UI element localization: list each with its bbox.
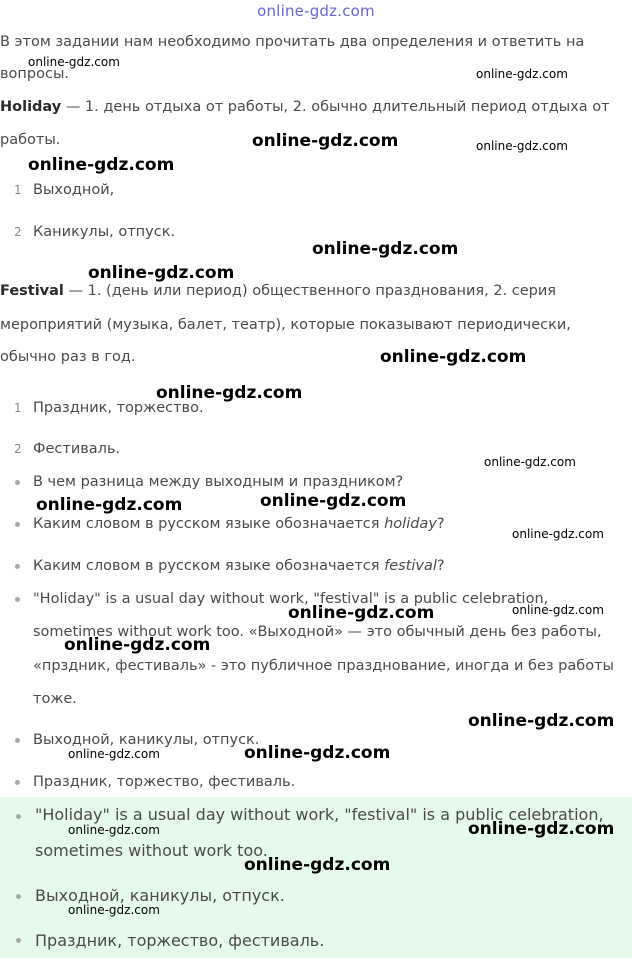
holiday-item-2: Каникулы, отпуск. xyxy=(33,224,176,240)
bullet-dot xyxy=(15,522,20,527)
holiday-term: Holiday xyxy=(0,99,62,115)
watermark: online-gdz.com xyxy=(252,131,399,151)
explanation-3: Праздник, торжество, фестиваль. xyxy=(33,774,296,790)
intro-line-1: В этом задании нам необходимо прочитать два определения и ответить на xyxy=(0,34,585,50)
answer-2: Выходной, каникулы, отпуск. xyxy=(35,886,285,905)
watermark: online-gdz.com xyxy=(476,67,568,81)
festival-item-number-1: 1 xyxy=(14,401,22,415)
holiday-item-number-2: 2 xyxy=(14,225,22,239)
watermark: online-gdz.com xyxy=(156,383,303,403)
explanation-1-line-2: sometimes without work too. «Выходной» — это обычный день без работы, xyxy=(33,624,602,640)
watermark: online-gdz.com xyxy=(512,603,604,617)
watermark: online-gdz.com xyxy=(36,495,183,515)
bullet-dot xyxy=(15,738,20,743)
explanation-1-line-1: "Holiday" is a usual day without work, "festival" is a public celebration, xyxy=(33,591,549,607)
explanation-1-line-4: тоже. xyxy=(33,691,77,707)
festival-item-number-2: 2 xyxy=(14,442,22,456)
watermark: online-gdz.com xyxy=(88,263,235,283)
holiday-item-number-1: 1 xyxy=(14,183,22,197)
festival-term: Festival xyxy=(0,283,64,299)
watermark: online-gdz.com xyxy=(260,491,407,511)
watermark: online-gdz.com xyxy=(64,635,211,655)
answer-1-line-2: sometimes without work too. xyxy=(35,841,268,860)
question-2-word: holiday xyxy=(384,516,437,532)
watermark: online-gdz.com xyxy=(484,455,576,469)
holiday-definition-line-1 xyxy=(0,97,610,117)
watermark: online-gdz.com xyxy=(288,603,435,623)
watermark: online-gdz.com xyxy=(28,155,175,175)
watermark: online-gdz.com xyxy=(68,903,160,917)
watermark: online-gdz.com xyxy=(512,527,604,541)
question-2-text: Каким словом в русском языке обозначается xyxy=(33,516,385,532)
festival-definition-line-3: обычно раз в год. xyxy=(0,349,136,365)
explanation-2: Выходной, каникулы, отпуск. xyxy=(33,732,260,748)
bullet-dot xyxy=(15,597,20,602)
question-1: В чем разница между выходным и праздником? xyxy=(33,474,404,490)
bullet-dot xyxy=(16,894,21,899)
question-3 xyxy=(33,556,445,576)
intro-line-2: вопросы. xyxy=(0,66,70,82)
festival-definition-line-2: мероприятий (музыка, балет, театр), которые показывают периодически, xyxy=(0,317,571,333)
bullet-dot xyxy=(16,938,21,943)
question-3-mark: ? xyxy=(436,558,445,574)
festival-def-text: — 1. (день или период) общественного празднования, 2. серия xyxy=(63,283,557,299)
holiday-item-1: Выходной, xyxy=(33,182,115,198)
watermark: online-gdz.com xyxy=(476,139,568,153)
watermark: online-gdz.com xyxy=(28,55,120,69)
explanation-1-line-3: «прздник, фестиваль» - это публичное празднование, иногда и без работы xyxy=(33,658,614,674)
bullet-dot xyxy=(15,480,20,485)
festival-item-1: Праздник, торжество. xyxy=(33,400,204,416)
holiday-definition-line-2: работы. xyxy=(0,132,61,148)
bullet-dot xyxy=(16,814,21,819)
watermark: online-gdz.com xyxy=(468,711,615,731)
watermark: online-gdz.com xyxy=(68,823,160,837)
site-logo[interactable]: online-gdz.com xyxy=(257,2,375,20)
question-2 xyxy=(33,514,445,534)
festival-definition-line-1 xyxy=(0,281,556,301)
question-3-word: festival xyxy=(384,558,437,574)
watermark: online-gdz.com xyxy=(380,347,527,367)
question-3-text: Каким словом в русском языке обозначается xyxy=(33,558,385,574)
watermark: online-gdz.com xyxy=(312,239,459,259)
watermark: online-gdz.com xyxy=(244,855,391,875)
watermark: online-gdz.com xyxy=(244,743,391,763)
festival-item-2: Фестиваль. xyxy=(33,441,121,457)
answer-3: Праздник, торжество, фестиваль. xyxy=(35,931,325,950)
bullet-dot xyxy=(15,780,20,785)
holiday-def-text: — 1. день отдыха от работы, 2. обычно длительный период отдыха от xyxy=(61,99,610,115)
question-2-mark: ? xyxy=(436,516,445,532)
answer-1-line-1: "Holiday" is a usual day without work, "festival" is a public celebration, xyxy=(35,805,604,824)
watermark: online-gdz.com xyxy=(468,819,615,839)
watermark: online-gdz.com xyxy=(68,747,160,761)
bullet-dot xyxy=(15,564,20,569)
